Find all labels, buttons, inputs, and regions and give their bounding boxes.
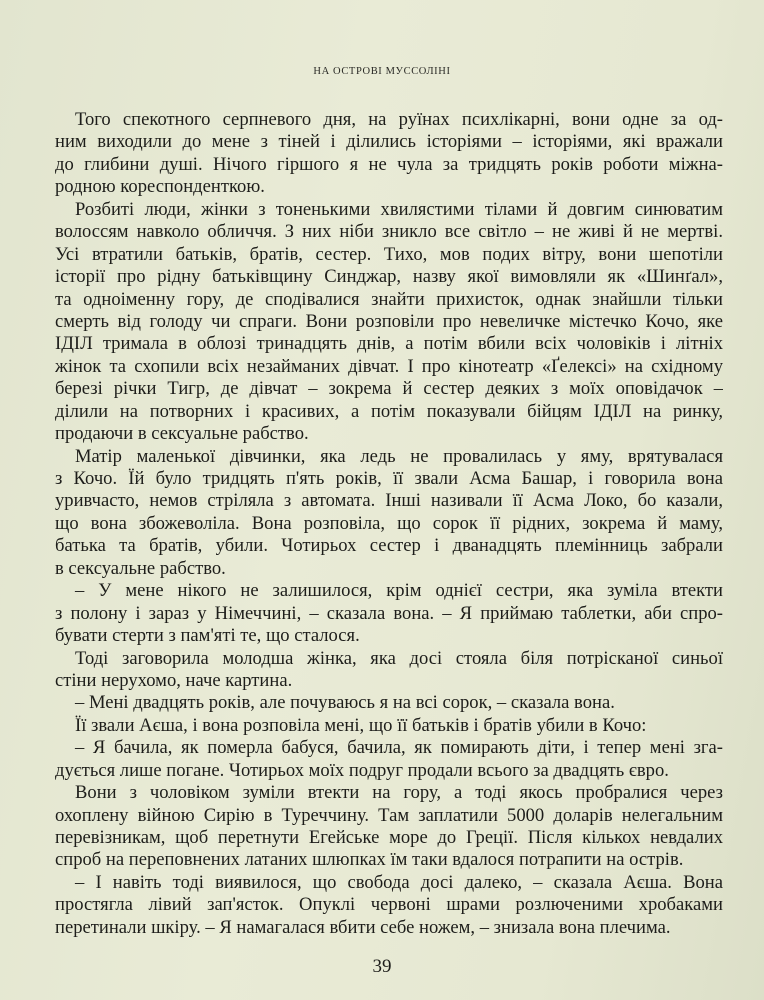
text-line: Тоді заговорила молодша жінка, яка досі стояла біля потрісканої синьої (75, 647, 723, 669)
text-line: Матір маленької дівчинки, яка ледь не провалилась у яму, врятувалася (75, 445, 723, 467)
text-line: смерть від голоду чи спраги. Вони розповіли про невеличке містечко Кочо, яке (55, 310, 723, 332)
text-line: ним виходили до мене з тіней і ділились історіями – історіями, які вражали (55, 131, 723, 153)
text-line: продаючи в сексуальне рабство. (55, 423, 309, 445)
text-line: історії про рідну батьківщину Синджар, назву якої вимовляли як «Шинґал», (55, 266, 723, 288)
paragraph (55, 737, 723, 782)
text-line: – Мені двадцять років, але почуваюсь я на всі сорок, – сказала вона. (75, 692, 615, 714)
paragraph (55, 872, 723, 939)
text-line: в сексуальне рабство. (55, 557, 226, 579)
paragraph (55, 692, 723, 714)
running-head: НА ОСТРОВІ МУССОЛІНІ (313, 66, 451, 77)
text-line: березі річки Тигр, де дівчат – зокрема й сестер деяких з моїх оповідачок – (55, 378, 723, 400)
text-line: стіни нерухомо, наче картина. (55, 669, 293, 691)
text-line: перевізникам, щоб перетнути Егейське море до Греції. Після кількох невдалих (55, 827, 723, 848)
paragraph (55, 446, 723, 581)
text-line: Вони з чоловіком зуміли втекти на гору, а тоді якось пробралися через (75, 782, 723, 804)
text-line: перетинали шкіру. – Я намагалася вбити себе ножем, – знизала вона плечима. (55, 916, 671, 938)
text-line: з полону і зараз у Німеччині, – сказала вона. – Я приймаю таблетки, аби спро- (55, 602, 723, 624)
text-line: дується лише погане. Чотирьох моїх подруг продали всього за двадцять євро. (55, 759, 669, 781)
text-line: волоссям навколо обличчя. З них ніби зникло все світло – не живі й не мертві. (55, 221, 723, 243)
text-line: спроб на переповнених латаних шлюпках їм таки вдалося потрапити на острів. (55, 849, 684, 871)
text-line: та одноіменну гору, де сподівалися знайти прихисток, однак знайшли тільки (55, 288, 723, 310)
text-line: – І навіть тоді виявилося, що свобода досі далеко, – сказала Аєша. Вона (75, 871, 723, 893)
text-line: з Кочо. Їй було тридцять п'ять років, її звали Асма Башар, і говорила вона (55, 468, 723, 489)
text-line: – Я бачила, як померла бабуся, бачила, як помирають діти, і тепер мені зга- (75, 737, 723, 759)
paragraph (55, 580, 723, 647)
text-line: батька та братів, убили. Чотирьох сестер і дванадцять племінниць забрали (55, 535, 723, 557)
text-line: – У мене нікого не залишилося, крім однієї сестри, яка зуміла втекти (75, 580, 723, 602)
text-line: Того спекотного серпневого дня, на руїнах психлікарні, вони одне за од- (75, 109, 723, 130)
text-line: простягла лівий зап'ясток. Опуклі червоні шрами розлюченими хробаками (55, 894, 723, 916)
text-line: родною кореспонденткою. (55, 176, 265, 198)
text-line: охоплену війною Сирію в Туреччину. Там заплатили 5000 доларів нелегальним (55, 804, 723, 826)
text-line: що вона збожеволіла. Вона розповіла, що сорок її рідних, зокрема й маму, (55, 512, 723, 534)
text-line: Усі втратили батьків, братів, сестер. Тихо, мов подих вітру, вони шепотіли (55, 243, 723, 265)
text-line: уривчасто, немов стріляла з автомата. Інші називали її Асма Локо, бо казали, (55, 490, 723, 512)
paragraph (55, 715, 723, 737)
page-number: 39 (372, 956, 392, 977)
paragraph (55, 648, 723, 693)
body-text (55, 109, 723, 939)
text-line: бувати стерти з пам'яті те, що сталося. (55, 625, 360, 647)
text-line: ІДІЛ тримала в облозі тринадцять днів, а потім вбили всіх чоловіків і літніх (55, 333, 723, 355)
text-line: Розбиті люди, жінки з тоненькими хвилястими тілами й довгим синюватим (75, 198, 723, 220)
paragraph (55, 199, 723, 446)
paragraph (55, 109, 723, 199)
text-line: Її звали Аєша, і вона розповіла мені, що її батьків і братів убили в Кочо: (75, 714, 647, 736)
text-line: жінок та схопили всіх незайманих дівчат. І про кінотеатр «Ґелексі» на східному (55, 355, 723, 377)
text-line: ділили на потворних і красивих, а потім показували бійцям ІДІЛ на ринку, (55, 400, 723, 422)
paragraph (55, 782, 723, 872)
text-line: до глибини душі. Нічого гіршого я не чула за тридцять років роботи міжна- (55, 153, 723, 175)
